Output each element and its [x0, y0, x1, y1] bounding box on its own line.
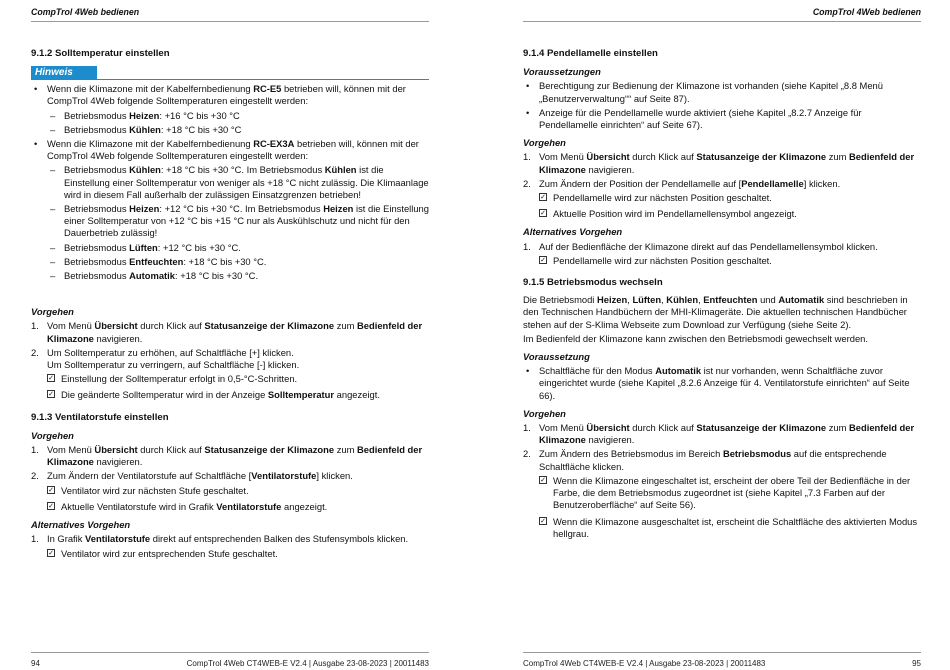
- emphasis-text: Heizen: [129, 109, 160, 121]
- emphasis-text: Übersicht: [586, 151, 630, 163]
- emphasis-text: Automatik: [778, 294, 825, 306]
- text-segment: ,: [661, 294, 667, 306]
- text-segment: durch Klick auf: [629, 151, 697, 163]
- text-segment: ,: [698, 294, 704, 306]
- text-segment: Vom Menü: [539, 151, 587, 163]
- text-segment: ist nur vorhanden, wenn Schaltfläche zuvor eingerichtet wurde (siehe Kapitel „8.2.6 Anzeige für 4. Ventilatorstufe einrichten“ auf Seite 66).: [539, 365, 910, 401]
- text-segment: Betriebsmodus: [64, 255, 130, 267]
- subheading: Vorgehen: [523, 137, 566, 149]
- text-segment: : +18 °C bis +30 °C.: [183, 255, 267, 267]
- footer-info: CompTrol 4Web CT4WEB-E V2.4 | Ausgabe 23-08-2023 | 20011483: [186, 659, 429, 668]
- text-segment: Betriebsmodus: [64, 109, 130, 121]
- text-segment: sind beschrieben in den Technischen Handbüchern der MHI-Klimageräte. Die aktuellen technischen Handbücher stehen auf der S-Klima Webseite zum Download zur Verfügung (siehe Seite 2).: [523, 294, 908, 330]
- bullet-item: • Wenn die Klimazone mit der Kabelfernbedienung RC-EX3A betrieben will, können mit der CompTrol 4Web folgende Solltemperaturen eingestellt werden:: [34, 138, 419, 162]
- emphasis-text: Bedienfeld der Klimazone: [47, 444, 423, 468]
- text-segment: Die geänderte Solltemperatur wird in der Anzeige: [61, 389, 268, 401]
- text-segment: durch Klick auf: [629, 422, 697, 434]
- left-page: [0, 0, 475, 668]
- text-segment: : +16 °C bis +30 °C: [159, 109, 240, 121]
- paragraph: Im Bedienfeld der Klimazone kann zwischen den Betriebsmodi gewechselt werden.: [523, 332, 868, 344]
- emphasis-text: Statusanzeige der Klimazone: [204, 444, 335, 456]
- subheading: Vorgehen: [31, 306, 74, 318]
- step-item: 2. Um Solltemperatur zu erhöhen, auf Schaltfläche [+] klicken. Um Solltemperatur zu verringern, auf Schaltfläche [-] klicken.: [31, 346, 300, 371]
- section-heading: 9.1.2 Solltemperatur einstellen: [31, 48, 170, 59]
- text-segment: Vom Menü: [47, 320, 95, 332]
- emphasis-text: Übersicht: [94, 444, 138, 456]
- subheading: Voraussetzung: [523, 351, 590, 363]
- text-segment: betrieben will, können mit der CompTrol 4Web folgende Solltemperaturen eingestellt werden:: [47, 83, 406, 107]
- text-segment: durch Klick auf: [137, 444, 205, 456]
- emphasis-text: Bedienfeld der Klimazone: [539, 422, 915, 446]
- step-item: 1. In Grafik Ventilatorstufe direkt auf entsprechenden Balken des Stufensymbols klicken.: [31, 533, 409, 545]
- emphasis-text: Entfeuchten: [703, 294, 758, 306]
- text-segment: Betriebsmodus: [64, 123, 130, 135]
- emphasis-text: RC-E5: [253, 83, 282, 95]
- note-rule: [31, 79, 429, 80]
- text-segment: : +18 °C bis +30 °C. Im Betriebsmodus: [160, 164, 325, 176]
- emphasis-text: Statusanzeige der Klimazone: [696, 151, 827, 163]
- text-segment: zum: [334, 320, 358, 332]
- emphasis-text: Automatik: [129, 270, 175, 282]
- note-label: Hinweis: [31, 66, 97, 79]
- emphasis-text: Statusanzeige der Klimazone: [696, 422, 827, 434]
- emphasis-text: Übersicht: [586, 422, 630, 434]
- text-segment: Zum Ändern der Position der Pendellamelle auf [: [539, 177, 742, 189]
- result-item: ✓ Die geänderte Solltemperatur wird in der Anzeige Solltemperatur angezeigt.: [48, 389, 380, 401]
- emphasis-text: Entfeuchten: [129, 255, 184, 267]
- bullet-item: • Anzeige für die Pendellamelle wurde aktiviert (siehe Kapitel „8.2.7 Anzeige für Pendellamelle einrichten“ auf Seite 67).: [526, 106, 862, 131]
- text-segment: Aktuelle Ventilatorstufe wird in Grafik: [61, 500, 217, 512]
- emphasis-text: Bedienfeld der Klimazone: [539, 151, 915, 175]
- text-segment: Zum Ändern der Ventilatorstufe auf Schaltfläche [: [47, 470, 252, 482]
- text-segment: Betriebsmodus: [64, 270, 130, 282]
- note-box: [31, 66, 429, 80]
- text-segment: ] klicken.: [803, 177, 841, 189]
- right-page: [475, 0, 950, 668]
- paragraph: [523, 294, 923, 331]
- section-heading: 9.1.5 Betriebsmodus wechseln: [523, 277, 663, 289]
- section-heading: 9.1.4 Pendellamelle einstellen: [523, 48, 658, 59]
- emphasis-text: Betriebsmodus: [722, 448, 792, 460]
- result-item: ✓ Pendellamelle wird zur nächsten Position geschaltet.: [540, 192, 772, 204]
- step-item: 1. Auf der Bedienfläche der Klimazone direkt auf das Pendellamellensymbol klicken.: [523, 240, 878, 252]
- text-segment: ist die Einstellung einer Solltemperatur von weniger als +18 °C nicht zulässig. Die Klimaanlage wird in diesem Fall außerhalb der zulässigen Einsatzgrenzen betrieben!: [64, 164, 429, 200]
- step-item: 2. Zum Ändern der Position der Pendellamelle auf [Pendellamelle] klicken.: [523, 177, 841, 189]
- text-segment: In Grafik: [47, 533, 86, 545]
- step-item: 1. Vom Menü Übersicht durch Klick auf Statusanzeige der Klimazone zum Bedienfeld der Klimazone navigieren.: [31, 320, 423, 344]
- emphasis-text: Automatik: [655, 365, 702, 377]
- text-segment: Betriebsmodus: [64, 241, 130, 253]
- emphasis-text: Ventilatorstufe: [251, 470, 317, 482]
- text-segment: : +12 °C bis +30 °C.: [157, 241, 241, 253]
- text-segment: Wenn die Klimazone mit der Kabelfernbedienung: [47, 138, 254, 150]
- text-segment: ist die Einstellung einer Solltemperatur von +12 °C bis +15 °C nur als Auskühlschutz und nicht für den Dauerbetrieb zulässig!: [64, 203, 429, 239]
- text-segment: durch Klick auf: [137, 320, 205, 332]
- footer-info: CompTrol 4Web CT4WEB-E V2.4 | Ausgabe 23-08-2023 | 20011483: [523, 659, 766, 668]
- subheading: Vorgehen: [31, 429, 74, 441]
- text-segment: auf die entsprechende Schaltfläche klicken.: [539, 448, 887, 472]
- text-segment: Vom Menü: [47, 444, 95, 456]
- header-rule: [523, 21, 921, 22]
- dash-item: – Betriebsmodus Heizen: +16 °C bis +30 °C: [50, 109, 240, 121]
- header-title: CompTrol 4Web bedienen: [31, 7, 140, 17]
- subheading: Vorgehen: [523, 407, 566, 419]
- text-segment: : +18 °C bis +30 °C.: [174, 270, 259, 282]
- emphasis-text: Ventilatorstufe: [85, 533, 151, 545]
- text-segment: Betriebsmodus: [64, 164, 130, 176]
- text-segment: : +18 °C bis +30 °C: [160, 123, 242, 135]
- text-segment: navigieren.: [585, 434, 635, 446]
- text-segment: : +12 °C bis +30 °C. Im Betriebsmodus: [159, 203, 324, 215]
- bullet-item: • Schaltfläche für den Modus Automatik ist nur vorhanden, wenn Schaltfläche zuvor eingerichtet wurde (siehe Kapitel „8.2.6 Anzeige für 4. Ventilatorstufe einrichten“ auf Seite 66).: [526, 365, 910, 401]
- emphasis-text: Bedienfeld der Klimazone: [47, 320, 423, 344]
- emphasis-text: Kühlen: [129, 164, 161, 176]
- result-item: ✓ Aktuelle Ventilatorstufe wird in Grafik Ventilatorstufe angezeigt.: [48, 500, 328, 512]
- emphasis-text: Lüften: [632, 294, 662, 306]
- text-segment: angezeigt.: [334, 389, 380, 401]
- result-item: ✓ Pendellamelle wird zur nächsten Position geschaltet.: [540, 254, 772, 266]
- text-segment: zum: [334, 444, 358, 456]
- text-segment: navigieren.: [93, 456, 143, 468]
- header-rule: [31, 21, 429, 22]
- footer-rule: [31, 652, 429, 653]
- result-item: ✓ Wenn die Klimazone eingeschaltet ist, erscheint der obere Teil der Bedienfläche in der Farbe, die dem Betriebsmodus zugeordnet ist (siehe Kapitel „7.3 Farben auf der Benutzeroberfläche“ auf Seite 56).: [540, 474, 911, 511]
- step-item: 2. Zum Ändern des Betriebsmodus im Bereich Betriebsmodus auf die entsprechende Schaltfläche klicken.: [523, 448, 887, 472]
- text-segment: Zum Ändern des Betriebsmodus im Bereich: [539, 448, 723, 460]
- text-segment: navigieren.: [585, 163, 635, 175]
- text-segment: ,: [627, 294, 633, 306]
- emphasis-text: Ventilatorstufe: [216, 500, 282, 512]
- text-segment: betrieben will, können mit der CompTrol 4Web folgende Solltemperaturen eingestellt werden:: [47, 138, 419, 162]
- emphasis-text: Lüften: [129, 241, 158, 253]
- text-segment: Die Betriebsmodi: [523, 294, 597, 306]
- step-item: 2. Zum Ändern der Ventilatorstufe auf Schaltfläche [Ventilatorstufe] klicken.: [31, 470, 353, 482]
- text-segment: Wenn die Klimazone mit der Kabelfernbedienung: [47, 83, 254, 95]
- page-number: 95: [912, 659, 921, 668]
- bullet-item: • Berechtigung zur Bedienung der Klimazone ist vorhanden (siehe Kapitel „8.8 Menü „Benutzerverwaltung““ auf Seite 87).: [526, 80, 883, 104]
- text-segment: navigieren.: [93, 332, 143, 344]
- bullet-item: • Wenn die Klimazone mit der Kabelfernbedienung RC-E5 betrieben will, können mit der CompTrol 4Web folgende Solltemperaturen eingestellt werden:: [34, 83, 406, 107]
- step-item: 1. Vom Menü Übersicht durch Klick auf Statusanzeige der Klimazone zum Bedienfeld der Klimazone navigieren.: [523, 422, 915, 446]
- text-segment: angezeigt.: [281, 500, 328, 512]
- text-segment: und: [757, 294, 779, 306]
- dash-item: – Betriebsmodus Heizen: +12 °C bis +30 °C. Im Betriebsmodus Heizen ist die Einstellung einer Solltemperatur von +12 °C bis +15 °C nur als Auskühlschutz und nicht für den Dauerbetrieb zulässig!: [50, 203, 429, 239]
- text-segment: Vom Menü: [539, 422, 587, 434]
- result-item: ✓ Ventilator wird zur nächsten Stufe geschaltet.: [48, 484, 249, 496]
- result-item: ✓ Aktuelle Position wird im Pendellamellensymbol angezeigt.: [540, 208, 797, 220]
- text-segment: Betriebsmodus: [64, 203, 130, 215]
- section-heading: 9.1.3 Ventilatorstufe einstellen: [31, 411, 169, 423]
- emphasis-text: Heizen: [129, 203, 160, 215]
- dash-item: – Betriebsmodus Kühlen: +18 °C bis +30 °C. Im Betriebsmodus Kühlen ist die Einstellung einer Solltemperatur von weniger als +18 °C nicht zulässig. Die Klimaanlage wird in diesem Fall außerhalb der zulässigen Einsatzgrenzen betrieben!: [50, 164, 429, 200]
- text-segment: zum: [826, 422, 850, 434]
- result-item: ✓ Wenn die Klimazone ausgeschaltet ist, erscheint die Schaltfläche des aktivierten Modus hellgrau.: [540, 515, 918, 539]
- emphasis-text: Solltemperatur: [267, 389, 335, 401]
- subheading: Alternatives Vorgehen: [31, 519, 131, 531]
- subheading: Voraussetzungen: [523, 66, 601, 78]
- text-segment: ] klicken.: [316, 470, 353, 482]
- header-title: CompTrol 4Web bedienen: [812, 7, 921, 17]
- dash-item: – Betriebsmodus Kühlen: +18 °C bis +30 °C: [50, 123, 242, 135]
- emphasis-text: RC-EX3A: [253, 138, 295, 150]
- dash-item: – Betriebsmodus Entfeuchten: +18 °C bis +30 °C.: [50, 255, 267, 267]
- footer-rule: [523, 652, 921, 653]
- result-item: ✓ Einstellung der Solltemperatur erfolgt in 0,5-°C-Schritten.: [48, 373, 298, 385]
- emphasis-text: Kühlen: [129, 123, 161, 135]
- dash-item: – Betriebsmodus Lüften: +12 °C bis +30 °C.: [50, 241, 241, 253]
- emphasis-text: Pendellamelle: [741, 177, 804, 189]
- text-segment: Schaltfläche für den Modus: [539, 365, 656, 377]
- step-item: 1. Vom Menü Übersicht durch Klick auf Statusanzeige der Klimazone zum Bedienfeld der Klimazone navigieren.: [523, 151, 915, 175]
- page-number: 94: [31, 659, 40, 668]
- emphasis-text: Kühlen: [666, 294, 699, 306]
- emphasis-text: Statusanzeige der Klimazone: [204, 320, 335, 332]
- emphasis-text: Heizen: [323, 203, 354, 215]
- subheading: Alternatives Vorgehen: [523, 226, 623, 238]
- emphasis-text: Übersicht: [94, 320, 138, 332]
- text-segment: direkt auf entsprechenden Balken des Stufensymbols klicken.: [150, 533, 409, 545]
- result-item: ✓ Ventilator wird zur entsprechenden Stufe geschaltet.: [48, 547, 278, 559]
- step-item: 1. Vom Menü Übersicht durch Klick auf Statusanzeige der Klimazone zum Bedienfeld der Klimazone navigieren.: [31, 444, 423, 468]
- emphasis-text: Heizen: [597, 294, 628, 306]
- emphasis-text: Kühlen: [324, 164, 357, 176]
- text-segment: zum: [826, 151, 850, 163]
- dash-item: – Betriebsmodus Automatik: +18 °C bis +30 °C.: [50, 270, 259, 282]
